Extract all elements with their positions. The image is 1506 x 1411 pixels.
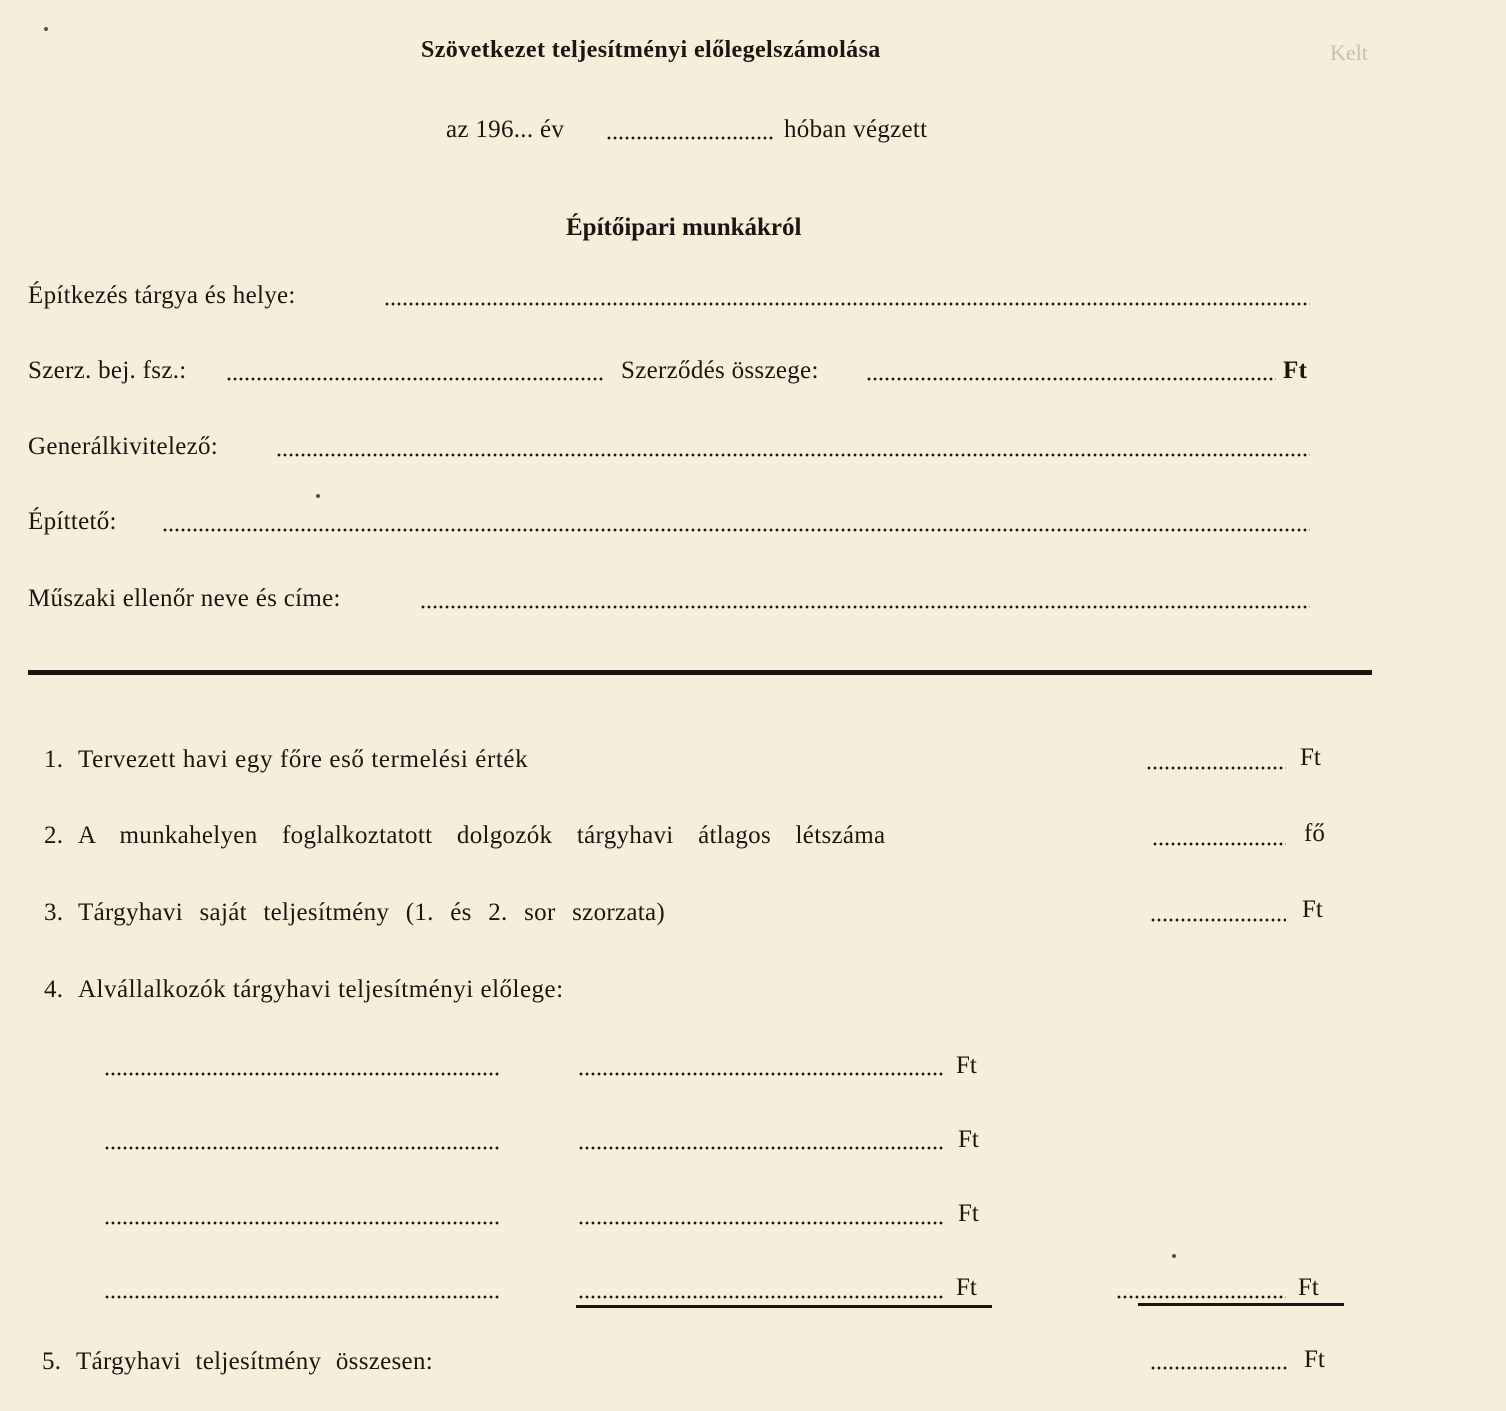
document-title: Szövetkezet teljesítményi előlegelszámolása <box>421 37 881 63</box>
item-2-label: A munkahelyen foglalkoztatott dolgozók tárgyhavi átlagos létszáma <box>78 822 886 849</box>
item-3-value-blank[interactable] <box>1150 918 1286 922</box>
item-1-number: 1. <box>44 746 64 773</box>
general-contractor-label: Generálkivitelező: <box>28 433 219 460</box>
subcontractor-4-name-blank[interactable] <box>104 1295 500 1299</box>
item-3-unit: Ft <box>1302 896 1323 923</box>
contract-amount-unit: Ft <box>1283 357 1308 384</box>
item-2-number: 2. <box>44 822 64 849</box>
subcontractor-3-name-blank[interactable] <box>104 1221 500 1225</box>
item-4-number: 4. <box>44 976 64 1003</box>
item-3-label: Tárgyhavi saját teljesítmény (1. és 2. sor szorzata) <box>78 899 666 926</box>
document-subtitle: Építőipari munkákról <box>566 214 802 241</box>
subcontractor-3-unit: Ft <box>958 1200 979 1227</box>
section-divider <box>28 670 1372 675</box>
subcontractor-total-blank[interactable] <box>1116 1295 1286 1299</box>
item-1-value-blank[interactable] <box>1146 766 1286 770</box>
subcontractor-1-amount-blank[interactable] <box>578 1072 944 1076</box>
technical-supervisor-blank[interactable] <box>420 605 1310 609</box>
contract-number-blank[interactable] <box>226 377 604 381</box>
subcontractor-4-amount-blank[interactable] <box>578 1295 944 1299</box>
subcontractor-subtotal-rule <box>576 1305 992 1308</box>
period-prefix: az 196... év <box>446 116 565 143</box>
technical-supervisor-label: Műszaki ellenőr neve és címe: <box>28 585 341 612</box>
builder-label: Építtető: <box>28 508 117 535</box>
subcontractor-3-amount-blank[interactable] <box>578 1221 944 1225</box>
subcontractor-total-unit: Ft <box>1298 1274 1319 1301</box>
item-2-unit: fő <box>1304 820 1325 847</box>
paper-speck <box>316 494 320 498</box>
item-5-number: 5. <box>42 1348 62 1375</box>
contract-number-label: Szerz. bej. fsz.: <box>28 357 187 384</box>
subcontractor-1-name-blank[interactable] <box>104 1072 500 1076</box>
month-blank[interactable] <box>606 136 774 140</box>
item-5-label: Tárgyhavi teljesítmény összesen: <box>76 1348 433 1375</box>
contract-amount-label: Szerződés összege: <box>621 357 819 384</box>
contract-amount-blank[interactable] <box>866 377 1276 381</box>
general-contractor-blank[interactable] <box>276 453 1310 457</box>
item-2-value-blank[interactable] <box>1152 842 1286 846</box>
subcontractor-1-unit: Ft <box>956 1052 977 1079</box>
period-suffix: hóban végzett <box>784 116 928 143</box>
builder-blank[interactable] <box>162 528 1310 532</box>
item-4-label: Alvállalkozók tárgyhavi teljesítményi előlege: <box>78 976 564 1003</box>
construction-subject-blank[interactable] <box>384 302 1310 306</box>
subcontractor-4-unit: Ft <box>956 1274 977 1301</box>
subcontractor-2-name-blank[interactable] <box>104 1146 500 1150</box>
construction-subject-label: Építkezés tárgya és helye: <box>28 282 296 309</box>
item-5-unit: Ft <box>1304 1346 1325 1373</box>
subcontractor-2-unit: Ft <box>958 1126 979 1153</box>
faint-corner-text: Kelt <box>1330 40 1368 65</box>
subcontractor-2-amount-blank[interactable] <box>578 1146 944 1150</box>
paper-speck <box>1172 1254 1176 1258</box>
item-5-value-blank[interactable] <box>1150 1366 1288 1370</box>
item-1-unit: Ft <box>1300 744 1321 771</box>
subcontractor-total-rule <box>1138 1303 1344 1306</box>
paper-speck <box>44 27 48 31</box>
item-1-label: Tervezett havi egy főre eső termelési érték <box>78 746 529 773</box>
item-3-number: 3. <box>44 899 64 926</box>
